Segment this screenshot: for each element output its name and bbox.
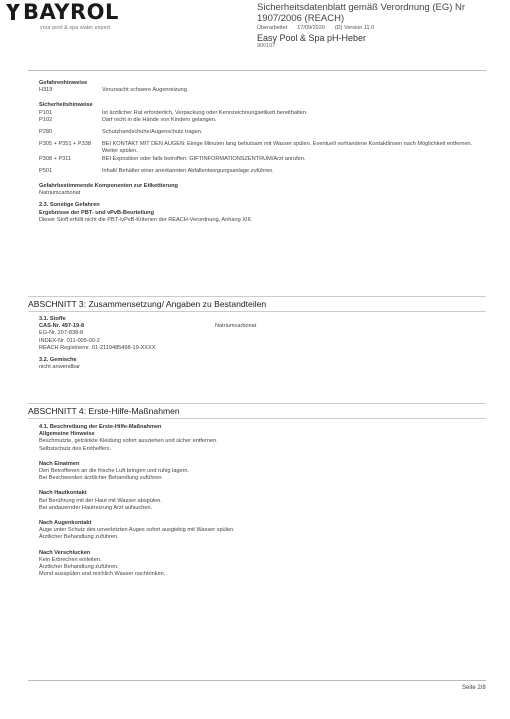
precaution-row [39,117,489,124]
hazard-text: Verursacht schwere Augenreizung. [102,87,189,94]
section4-content [39,424,489,578]
section4-divider [28,403,486,404]
components-heading: Gefahrbestimmende Komponenten zur Etikettierung [39,183,178,190]
precaution-text: BEI Exposition oder falls betroffen: GIFTINFORMATIONSZENTRUM/Arzt anrufen. [102,155,306,162]
hazard-code: H319 [39,87,53,94]
cas-number: CAS-Nr. 497-19-8 [39,323,85,330]
other-hazards-heading: 2.3. Sonstige Gefahren [39,202,100,209]
reach-number: REACH Registriernr. 01-2119485498-19-XXXX [39,344,156,351]
precaution-text: Schutzhandschuhe/Augenschutz tragen. [102,129,203,136]
skin-heading: Nach Hautkontakt [39,490,87,497]
stoffe-heading: 3.1. Stoffe [39,316,66,322]
precaution-code: P102 [39,116,53,123]
hazard-heading: Gefahrenhinweise [39,80,88,86]
skin-line: Bei andauernder Hautreizung Arzt aufsuchen. [39,504,153,511]
eye-line: Auge unter Schutz des unverletzten Auges sofort ausgiebig mit Wasser spülen. [39,527,235,534]
bayrol-mark-icon [6,4,20,20]
skin-line: Bei Berührung mit der Haut mit Wasser abspülen. [39,497,162,504]
precaution-text: Darf nicht in die Hände von Kindern gelangen. [102,116,217,123]
precaution-row [39,110,489,117]
precaution-code: P305 + P351 + P338 [39,141,91,148]
brand-logo [6,0,119,31]
substance-name: Natriumcarbonat [215,323,257,330]
precaution-code: P308 + P311 [39,155,72,162]
document-header [257,2,505,49]
precaution-code: P501 [39,167,53,174]
eye-line: Ärztlicher Behandlung zuführen. [39,534,119,541]
version-text: (D) Version 11.0 [334,25,375,31]
precaution-text: Inhalt/ Behälter einer anerkannten Abfallentsorgungsanlage zuführen. [102,167,274,174]
revised-date: 17/09/2020 [297,25,325,31]
gemische-heading: 3.2. Gemische [39,357,77,364]
section3-underline [28,311,486,312]
revised-label: Überarbeitet [257,25,288,31]
document-title: Sicherheitsdatenblatt gemäß Verordnung (EG) Nr 1907/2006 (REACH) [257,2,466,24]
product-number: 900107 [257,43,276,49]
pbt-heading: Ergebnisse der PBT- und vPvB-Beurteilung [39,209,155,216]
swallow-heading: Nach Verschlucken [39,549,91,556]
section3-title: ABSCHNITT 3: Zusammensetzung/ Angaben zu Bestandteilen [28,299,267,309]
eye-heading: Nach Augenkontakt [39,520,92,527]
general-heading: Allgemeine Hinweise [39,431,95,438]
precaution-row [39,156,489,163]
pbt-text: Dieser Stoff erfüllt nicht die PBT-/vPvB-Kriterien der REACH-Verordnung, Anhang XIII. [39,216,253,223]
header-divider [28,70,486,71]
section2-content [39,80,489,224]
precaution-row [39,168,489,175]
precaution-text: Ist ärztlicher Rat erforderlich, Verpackung oder Kennzeichnungsetikett bereithalten. [102,109,308,116]
section4-title: ABSCHNITT 4: Erste-Hilfe-Maßnahmen [28,406,180,416]
cas-row [39,323,489,330]
product-name: Easy Pool & Spa pH-Heber [257,33,367,43]
section3-content [39,316,489,371]
inhalation-heading: Nach Einatmen [39,460,80,467]
index-number: INDEX-Nr. 011-005-00-2 [39,337,100,344]
inhalation-line: Bei Beschwerden ärztlicher Behandlung zuführen. [39,475,164,482]
swallow-line: Mund ausspülen und reichlich Wasser nachtrinken. [39,571,166,578]
footer-divider [28,680,486,681]
precaution-heading: Sicherheitshinweise [39,102,93,109]
first-aid-heading: 4.1. Beschreibung der Erste-Hilfe-Maßnahmen [39,424,162,430]
precaution-row [39,129,489,136]
revision-row [257,25,505,31]
gemische-text: nicht anwendbar [39,364,81,371]
general-line: Beschmutzte, getränkte Kleidung sofort ausziehen und sicher entfernen. [39,438,218,445]
section4-underline [28,418,486,419]
section3-divider [28,296,486,297]
brand-name: BAYROL [23,0,119,24]
inhalation-line: Den Betroffenen an die frische Luft bringen und ruhig lagern. [39,468,190,475]
eg-number: EG-Nr. 207-838-8 [39,330,84,337]
swallow-line: Ärztlicher Behandlung zuführen. [39,564,119,571]
hazard-row [39,87,489,94]
page-number: Seite 2/8 [462,685,486,691]
components-value: Natriumcarbonat [39,190,81,197]
precaution-code: P101 [39,109,53,116]
precaution-row [39,141,489,155]
brand-tagline: your pool & spa water expert [40,25,111,31]
general-line: Selbstschutz des Ersthelfers. [39,445,112,452]
swallow-line: Kein Erbrechen einleiten. [39,556,102,563]
precaution-code: P280 [39,129,53,136]
precaution-text: BEI KONTAKT MIT DEN AUGEN: Einige Minuten lang behutsam mit Wasser spülen. Eventuell vorhandene Kontaktlinsen nach Möglichkeit entfernen. Weiter spülen. [102,141,473,155]
